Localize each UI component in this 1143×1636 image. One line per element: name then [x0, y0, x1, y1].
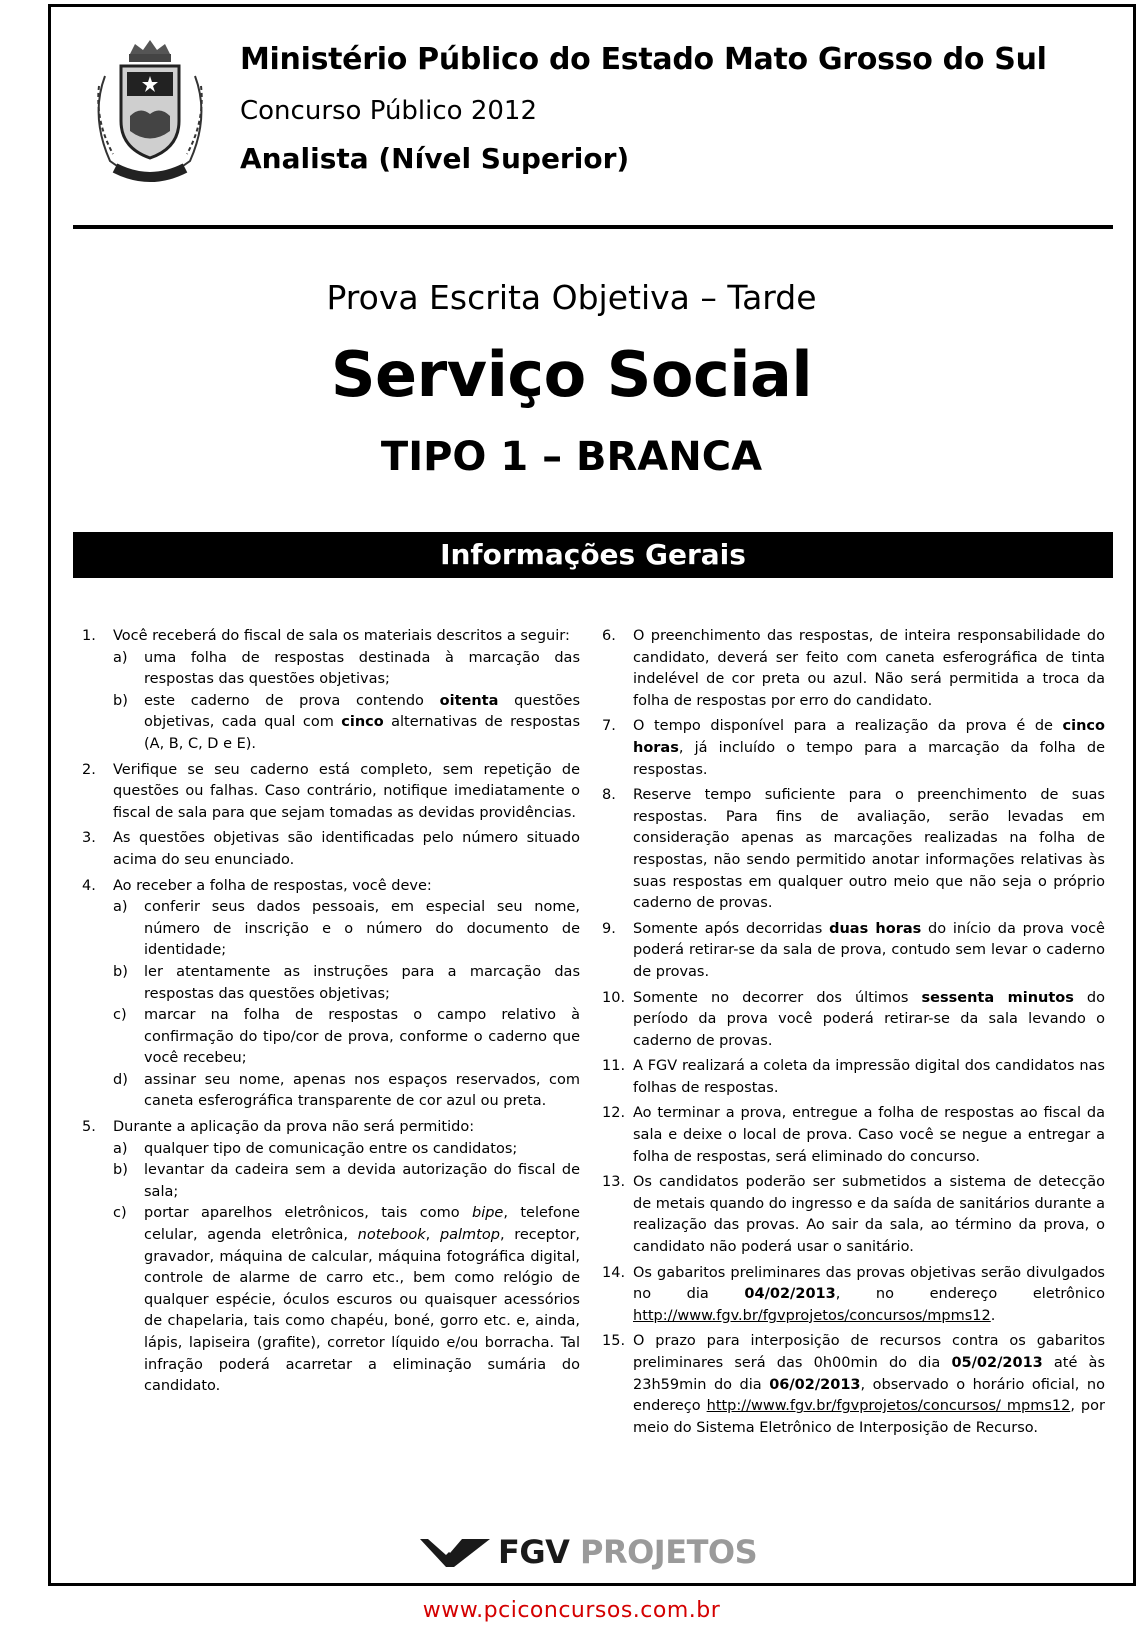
instruction-item	[82, 876, 580, 1114]
instruction-item	[602, 1172, 1105, 1258]
item-number: 11.	[602, 1058, 626, 1075]
bold-text: cinco	[341, 714, 384, 731]
instructions-right-column	[602, 626, 1105, 1443]
text-run: do período da prova você poderá retirar-se da sala levando o caderno de provas.	[633, 989, 1105, 1049]
italic-text: palmtop	[439, 1227, 500, 1244]
item-text: Verifique se seu caderno está completo, sem repetição de questões ou falhas. Caso contrário, notifique imediatamente o fiscal de sala para que sejam tomadas as devidas providências.	[113, 761, 580, 821]
item-text	[633, 716, 1105, 781]
sub-text: ler atentamente as instruções para a marcação das respostas das questões objetivas;	[144, 963, 580, 1002]
text-run: O prazo para interposição de recursos contra os gabaritos preliminares será das 0h00min do dia	[633, 1333, 1105, 1371]
results-link[interactable]: http://www.fgv.br/fgvprojetos/concursos/mpms12	[633, 1307, 991, 1324]
item-text: Os candidatos poderão ser submetidos a sistema de detecção de metais quando do ingresso e da saída de sanitários durante a realização das provas. Ao sair da sala, ao término da prova, o candidato não poderá usar o sanitário.	[633, 1174, 1105, 1256]
sub-item	[113, 648, 580, 691]
sub-item	[113, 1070, 580, 1113]
item-text: Durante a aplicação da prova não será permitido:	[113, 1119, 475, 1136]
item-text	[633, 988, 1105, 1053]
sub-letter: c)	[113, 1007, 127, 1024]
bold-text: cinco horas	[633, 718, 1105, 756]
item-number: 1.	[82, 628, 96, 644]
sub-letter: c)	[113, 1205, 127, 1222]
bold-text: duas horas	[829, 920, 922, 937]
item-number: 12.	[602, 1105, 626, 1122]
sub-item	[113, 1203, 580, 1397]
item-text: Ao receber a folha de respostas, você deve:	[113, 877, 432, 894]
state-seal-icon	[85, 36, 215, 186]
item-number: 7.	[602, 718, 616, 735]
text-run: Somente no decorrer dos últimos	[633, 989, 922, 1006]
item-number: 15.	[602, 1333, 626, 1350]
sub-letter: a)	[113, 649, 128, 666]
sub-text: alternativas de respostas (A, B, C, D e E).	[144, 714, 580, 752]
text-run: , já incluído o tempo para a marcação da folha de respostas.	[633, 739, 1105, 778]
sub-letter: d)	[113, 1071, 128, 1088]
sub-item	[113, 962, 580, 1005]
sub-letter: a)	[113, 1140, 128, 1157]
item-number: 10.	[602, 989, 626, 1006]
item-number: 13.	[602, 1174, 626, 1191]
instruction-item	[82, 626, 580, 756]
sub-text: assinar seu nome, apenas nos espaços reservados, com caneta esferográfica transparente de cor azul ou preta.	[144, 1071, 580, 1110]
item-text: As questões objetivas são identificadas pelo número situado acima do seu enunciado.	[113, 830, 580, 868]
exam-type: Prova Escrita Objetiva – Tarde	[326, 278, 817, 317]
item-text: Reserve tempo suficiente para o preenchimento de suas respostas. Para fins de avaliação, serão levadas em consideração apenas as marcações realizadas na folha de respostas, não sendo permitido anotar informações relativas às suas respostas em qualquer outro meio que não seja o próprio caderno de provas.	[633, 787, 1105, 912]
sub-text: conferir seus dados pessoais, em especial seu nome, número de inscrição e o número do documento de identidade;	[144, 899, 580, 959]
item-text	[633, 919, 1105, 984]
sub-item	[113, 1139, 580, 1161]
bold-text: 04/02/2013	[744, 1286, 836, 1303]
item-number: 5.	[82, 1119, 96, 1136]
text-run: O tempo disponível para a realização da prova é de	[633, 718, 1063, 735]
instruction-item	[602, 1331, 1105, 1439]
text-run: .	[990, 1307, 996, 1324]
sub-text: , telefone celular, agenda eletrônica,	[144, 1205, 580, 1244]
item-text	[633, 1263, 1105, 1328]
sub-letter: a)	[113, 899, 128, 916]
item-number: 3.	[82, 830, 96, 847]
sub-text: , receptor, gravador, máquina de calcular, máquina fotográfica digital, controle de alarme de carro etc., bem como relógio de qualquer espécie, óculos escuros ou quaisquer acessórios de chapelaria, tais como chapéu, boné, gorro etc. e, ainda, lápis, lapiseira (grafite), corretor líquido e/ou borracha. Tal infração poderá acarretar a eliminação sumária do candidato.	[144, 1227, 581, 1395]
sub-text: portar aparelhos eletrônicos, tais como	[144, 1205, 472, 1222]
sub-item	[113, 1005, 580, 1070]
exam-subject: Serviço Social	[330, 338, 813, 411]
instruction-item	[602, 988, 1105, 1053]
sub-letter: b)	[113, 963, 128, 980]
italic-text: bipe	[471, 1205, 504, 1222]
item-text: Ao terminar a prova, entregue a folha de respostas ao fiscal da sala e deixe o local de prova. Caso você se negue a entregar a folha de respostas, será eliminado do concurso.	[633, 1105, 1105, 1165]
position-level: Analista (Nível Superior)	[240, 142, 630, 175]
bold-text: 05/02/2013	[951, 1355, 1043, 1371]
contest-title: Concurso Público 2012	[240, 96, 538, 126]
sub-text: questões objetivas, cada qual com	[144, 692, 581, 731]
item-number: 2.	[82, 761, 96, 778]
organization-name: Ministério Público do Estado Mato Grosso do Sul	[240, 42, 1047, 77]
header	[85, 36, 1115, 186]
bold-text: 06/02/2013	[769, 1376, 861, 1393]
text-run: do início da prova você poderá retirar-se da sala de prova, contudo sem levar o caderno de provas.	[633, 920, 1105, 980]
item-number: 9.	[602, 920, 616, 937]
item-number: 4.	[82, 877, 96, 894]
text-run: Os gabaritos preliminares das provas objetivas serão divulgados no dia	[633, 1264, 1105, 1303]
item-text: O preenchimento das respostas, de inteira responsabilidade do candidato, deverá ser feito com caneta esferográfica de tinta indelével de cor preta ou azul. Não será permitida a troca da folha de respostas por erro do candidato.	[633, 628, 1105, 709]
instruction-item	[602, 785, 1105, 915]
sub-item	[113, 1160, 580, 1203]
fgv-projetos-logo	[420, 1533, 780, 1573]
item-number: 14.	[602, 1264, 626, 1281]
instruction-item	[602, 716, 1105, 781]
exam-version: TIPO 1 – BRANCA	[380, 434, 763, 480]
fgv-logo-icon	[420, 1537, 490, 1567]
logo-fgv-text: FGV	[498, 1533, 570, 1571]
sub-text: qualquer tipo de comunicação entre os candidatos;	[144, 1140, 518, 1157]
sub-text: levantar da cadeira sem a devida autorização do fiscal de sala;	[144, 1162, 580, 1200]
instruction-item	[82, 1117, 580, 1398]
item-text: A FGV realizará a coleta da impressão digital dos candidatos nas folhas de respostas.	[633, 1058, 1105, 1096]
instruction-item	[602, 919, 1105, 984]
instruction-item	[602, 1263, 1105, 1328]
sub-letter: b)	[113, 1162, 128, 1179]
sub-letter: b)	[113, 692, 128, 709]
sub-text: este caderno de prova contendo	[144, 692, 440, 709]
instruction-item	[602, 1103, 1105, 1168]
italic-text: notebook	[357, 1227, 426, 1244]
instruction-item	[82, 760, 580, 825]
text-run: até às 23h59min do dia	[633, 1355, 1105, 1393]
instructions-left-column	[82, 626, 580, 1402]
bold-text: sessenta minutos	[921, 989, 1074, 1006]
text-run: Somente após decorridas	[633, 920, 830, 937]
item-text: Você receberá do fiscal de sala os materiais descritos a seguir:	[113, 628, 570, 644]
bold-text: oitenta	[439, 692, 499, 709]
header-divider	[73, 225, 1113, 229]
text-run: , observado o horário oficial, no endereço	[633, 1376, 1105, 1415]
instruction-item	[602, 1056, 1105, 1099]
sub-text: ,	[425, 1227, 440, 1244]
sub-text: uma folha de respostas destinada à marcação das respostas das questões objetivas;	[144, 649, 580, 688]
text-run: , no endereço eletrônico	[835, 1286, 1105, 1303]
item-number: 6.	[602, 628, 616, 644]
website-link[interactable]: www.pciconcursos.com.br	[422, 1598, 721, 1623]
sub-item	[113, 897, 580, 962]
sub-text: marcar na folha de respostas o campo relativo à confirmação do tipo/cor de prova, conforme o caderno que você recebeu;	[144, 1007, 580, 1067]
appeals-link[interactable]: http://www.fgv.br/fgvprojetos/concursos/ mpms12	[706, 1398, 1071, 1415]
text-run: , por meio do Sistema Eletrônico de Interposição de Recurso.	[633, 1398, 1105, 1436]
item-text	[633, 1331, 1105, 1439]
item-number: 8.	[602, 787, 616, 804]
instruction-item	[602, 626, 1105, 712]
logo-projetos-text: PROJETOS	[580, 1533, 758, 1571]
instruction-item	[82, 828, 580, 871]
sub-item	[113, 691, 580, 756]
section-title: Informações Gerais	[73, 532, 1113, 578]
